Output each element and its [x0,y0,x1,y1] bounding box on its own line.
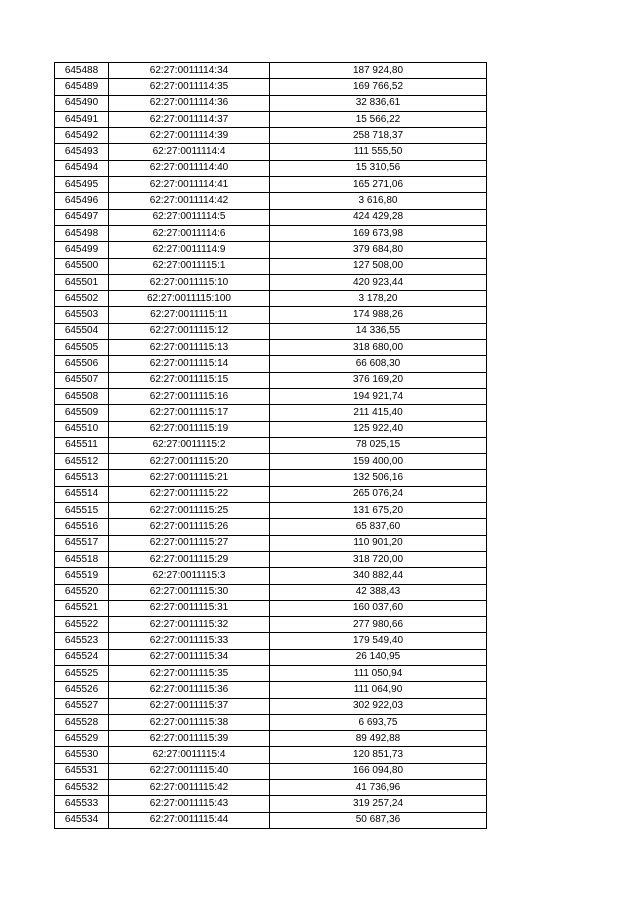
value-cell: 111 064,90 [270,682,487,698]
value-cell: 65 837,60 [270,519,487,535]
table-row [55,209,487,225]
cadastral-number-cell: 62:27:0011114:36 [109,95,270,111]
value-cell: 302 922,03 [270,698,487,714]
cadastral-number-cell: 62:27:0011115:11 [109,307,270,323]
table-row [55,796,487,812]
value-cell: 50 687,36 [270,812,487,828]
cadastral-number-cell: 62:27:0011114:39 [109,128,270,144]
table-row [55,682,487,698]
table-row [55,437,487,453]
cadastral-number-cell: 62:27:0011115:1 [109,258,270,274]
row-number-cell: 645501 [55,274,109,290]
value-cell: 132 506,16 [270,470,487,486]
row-number-cell: 645520 [55,584,109,600]
table-row [55,128,487,144]
cadastral-number-cell: 62:27:0011115:20 [109,454,270,470]
row-number-cell: 645492 [55,128,109,144]
table-row [55,519,487,535]
value-cell: 265 076,24 [270,486,487,502]
value-cell: 194 921,74 [270,388,487,404]
value-cell: 420 923,44 [270,274,487,290]
value-cell: 169 766,52 [270,79,487,95]
table-row [55,780,487,796]
value-cell: 110 901,20 [270,535,487,551]
value-cell: 125 922,40 [270,421,487,437]
cadastral-number-cell: 62:27:0011115:40 [109,763,270,779]
table-row [55,356,487,372]
row-number-cell: 645534 [55,812,109,828]
cadastral-number-cell: 62:27:0011115:21 [109,470,270,486]
cadastral-number-cell: 62:27:0011115:44 [109,812,270,828]
table-row [55,291,487,307]
value-cell: 187 924,80 [270,63,487,79]
row-number-cell: 645507 [55,372,109,388]
table-row [55,617,487,633]
row-number-cell: 645493 [55,144,109,160]
row-number-cell: 645514 [55,486,109,502]
table-row [55,763,487,779]
cadastral-number-cell: 62:27:0011115:4 [109,747,270,763]
cadastral-number-cell: 62:27:0011114:37 [109,111,270,127]
cadastral-number-cell: 62:27:0011114:34 [109,63,270,79]
table-row [55,665,487,681]
table-row [55,193,487,209]
cadastral-number-cell: 62:27:0011115:42 [109,780,270,796]
table-row [55,551,487,567]
value-cell: 424 429,28 [270,209,487,225]
row-number-cell: 645525 [55,665,109,681]
value-cell: 211 415,40 [270,405,487,421]
value-cell: 340 882,44 [270,568,487,584]
table-row [55,340,487,356]
cadastral-number-cell: 62:27:0011115:30 [109,584,270,600]
value-cell: 169 673,98 [270,225,487,241]
row-number-cell: 645517 [55,535,109,551]
table-row [55,714,487,730]
cadastral-number-cell: 62:27:0011114:35 [109,79,270,95]
row-number-cell: 645509 [55,405,109,421]
value-cell: 319 257,24 [270,796,487,812]
row-number-cell: 645531 [55,763,109,779]
value-cell: 174 988,26 [270,307,487,323]
row-number-cell: 645515 [55,503,109,519]
cadastral-number-cell: 62:27:0011115:27 [109,535,270,551]
cadastral-number-cell: 62:27:0011115:37 [109,698,270,714]
row-number-cell: 645508 [55,388,109,404]
row-number-cell: 645502 [55,291,109,307]
cadastral-number-cell: 62:27:0011115:12 [109,323,270,339]
value-cell: 179 549,40 [270,633,487,649]
row-number-cell: 645518 [55,551,109,567]
cadastral-number-cell: 62:27:0011115:36 [109,682,270,698]
row-number-cell: 645490 [55,95,109,111]
table-row [55,747,487,763]
cadastral-number-cell: 62:27:0011114:5 [109,209,270,225]
cadastral-number-cell: 62:27:0011115:29 [109,551,270,567]
row-number-cell: 645506 [55,356,109,372]
cadastral-number-cell: 62:27:0011114:4 [109,144,270,160]
table-row [55,144,487,160]
value-cell: 120 851,73 [270,747,487,763]
row-number-cell: 645512 [55,454,109,470]
value-cell: 32 836,61 [270,95,487,111]
table-row [55,535,487,551]
row-number-cell: 645499 [55,242,109,258]
table-row [55,63,487,79]
value-cell: 6 693,75 [270,714,487,730]
value-cell: 127 508,00 [270,258,487,274]
table-row [55,421,487,437]
value-cell: 89 492,88 [270,731,487,747]
value-cell: 160 037,60 [270,600,487,616]
value-cell: 166 094,80 [270,763,487,779]
table-row [55,258,487,274]
row-number-cell: 645500 [55,258,109,274]
value-cell: 78 025,15 [270,437,487,453]
table-row [55,454,487,470]
cadastral-number-cell: 62:27:0011115:16 [109,388,270,404]
table-row [55,600,487,616]
row-number-cell: 645533 [55,796,109,812]
value-cell: 165 271,06 [270,177,487,193]
row-number-cell: 645526 [55,682,109,698]
row-number-cell: 645489 [55,79,109,95]
cadastral-value-table [54,62,487,829]
value-cell: 111 050,94 [270,665,487,681]
table-body [55,63,487,829]
row-number-cell: 645503 [55,307,109,323]
cadastral-number-cell: 62:27:0011115:22 [109,486,270,502]
row-number-cell: 645528 [55,714,109,730]
cadastral-number-cell: 62:27:0011115:31 [109,600,270,616]
cadastral-number-cell: 62:27:0011115:100 [109,291,270,307]
row-number-cell: 645494 [55,160,109,176]
value-cell: 3 178,20 [270,291,487,307]
row-number-cell: 645530 [55,747,109,763]
value-cell: 277 980,66 [270,617,487,633]
value-cell: 15 566,22 [270,111,487,127]
cadastral-number-cell: 62:27:0011115:19 [109,421,270,437]
value-cell: 376 169,20 [270,372,487,388]
cadastral-number-cell: 62:27:0011115:2 [109,437,270,453]
cadastral-number-cell: 62:27:0011115:35 [109,665,270,681]
row-number-cell: 645498 [55,225,109,241]
value-cell: 3 616,80 [270,193,487,209]
cadastral-number-cell: 62:27:0011115:32 [109,617,270,633]
row-number-cell: 645529 [55,731,109,747]
cadastral-number-cell: 62:27:0011115:33 [109,633,270,649]
cadastral-number-cell: 62:27:0011115:38 [109,714,270,730]
table-row [55,731,487,747]
value-cell: 42 388,43 [270,584,487,600]
row-number-cell: 645524 [55,649,109,665]
cadastral-number-cell: 62:27:0011114:40 [109,160,270,176]
value-cell: 111 555,50 [270,144,487,160]
table-row [55,633,487,649]
value-cell: 66 608,30 [270,356,487,372]
value-cell: 258 718,37 [270,128,487,144]
row-number-cell: 645532 [55,780,109,796]
cadastral-number-cell: 62:27:0011114:41 [109,177,270,193]
value-cell: 318 720,00 [270,551,487,567]
table-row [55,177,487,193]
table-row [55,568,487,584]
row-number-cell: 645522 [55,617,109,633]
row-number-cell: 645510 [55,421,109,437]
row-number-cell: 645504 [55,323,109,339]
cadastral-number-cell: 62:27:0011115:15 [109,372,270,388]
row-number-cell: 645513 [55,470,109,486]
table-row [55,111,487,127]
row-number-cell: 645523 [55,633,109,649]
row-number-cell: 645519 [55,568,109,584]
table-row [55,649,487,665]
cadastral-number-cell: 62:27:0011115:17 [109,405,270,421]
table-row [55,307,487,323]
table-row [55,323,487,339]
table-row [55,242,487,258]
table-row [55,470,487,486]
table-row [55,486,487,502]
cadastral-number-cell: 62:27:0011115:13 [109,340,270,356]
cadastral-number-cell: 62:27:0011115:43 [109,796,270,812]
table-row [55,812,487,828]
row-number-cell: 645521 [55,600,109,616]
cadastral-number-cell: 62:27:0011115:34 [109,649,270,665]
table-row [55,274,487,290]
value-cell: 41 736,96 [270,780,487,796]
row-number-cell: 645511 [55,437,109,453]
cadastral-number-cell: 62:27:0011114:9 [109,242,270,258]
cadastral-number-cell: 62:27:0011115:26 [109,519,270,535]
value-cell: 15 310,56 [270,160,487,176]
row-number-cell: 645488 [55,63,109,79]
row-number-cell: 645516 [55,519,109,535]
value-cell: 318 680,00 [270,340,487,356]
cadastral-number-cell: 62:27:0011115:10 [109,274,270,290]
table-row [55,405,487,421]
row-number-cell: 645495 [55,177,109,193]
value-cell: 379 684,80 [270,242,487,258]
cadastral-number-cell: 62:27:0011115:3 [109,568,270,584]
row-number-cell: 645527 [55,698,109,714]
cadastral-number-cell: 62:27:0011114:6 [109,225,270,241]
cadastral-number-cell: 62:27:0011115:25 [109,503,270,519]
row-number-cell: 645497 [55,209,109,225]
table-row [55,584,487,600]
table-row [55,225,487,241]
table-row [55,372,487,388]
table-row [55,388,487,404]
table-row [55,95,487,111]
table-row [55,79,487,95]
cadastral-number-cell: 62:27:0011114:42 [109,193,270,209]
row-number-cell: 645505 [55,340,109,356]
cadastral-number-cell: 62:27:0011115:39 [109,731,270,747]
value-cell: 159 400,00 [270,454,487,470]
table-row [55,160,487,176]
row-number-cell: 645491 [55,111,109,127]
cadastral-number-cell: 62:27:0011115:14 [109,356,270,372]
row-number-cell: 645496 [55,193,109,209]
value-cell: 26 140,95 [270,649,487,665]
table-row [55,503,487,519]
value-cell: 131 675,20 [270,503,487,519]
table-row [55,698,487,714]
value-cell: 14 336,55 [270,323,487,339]
